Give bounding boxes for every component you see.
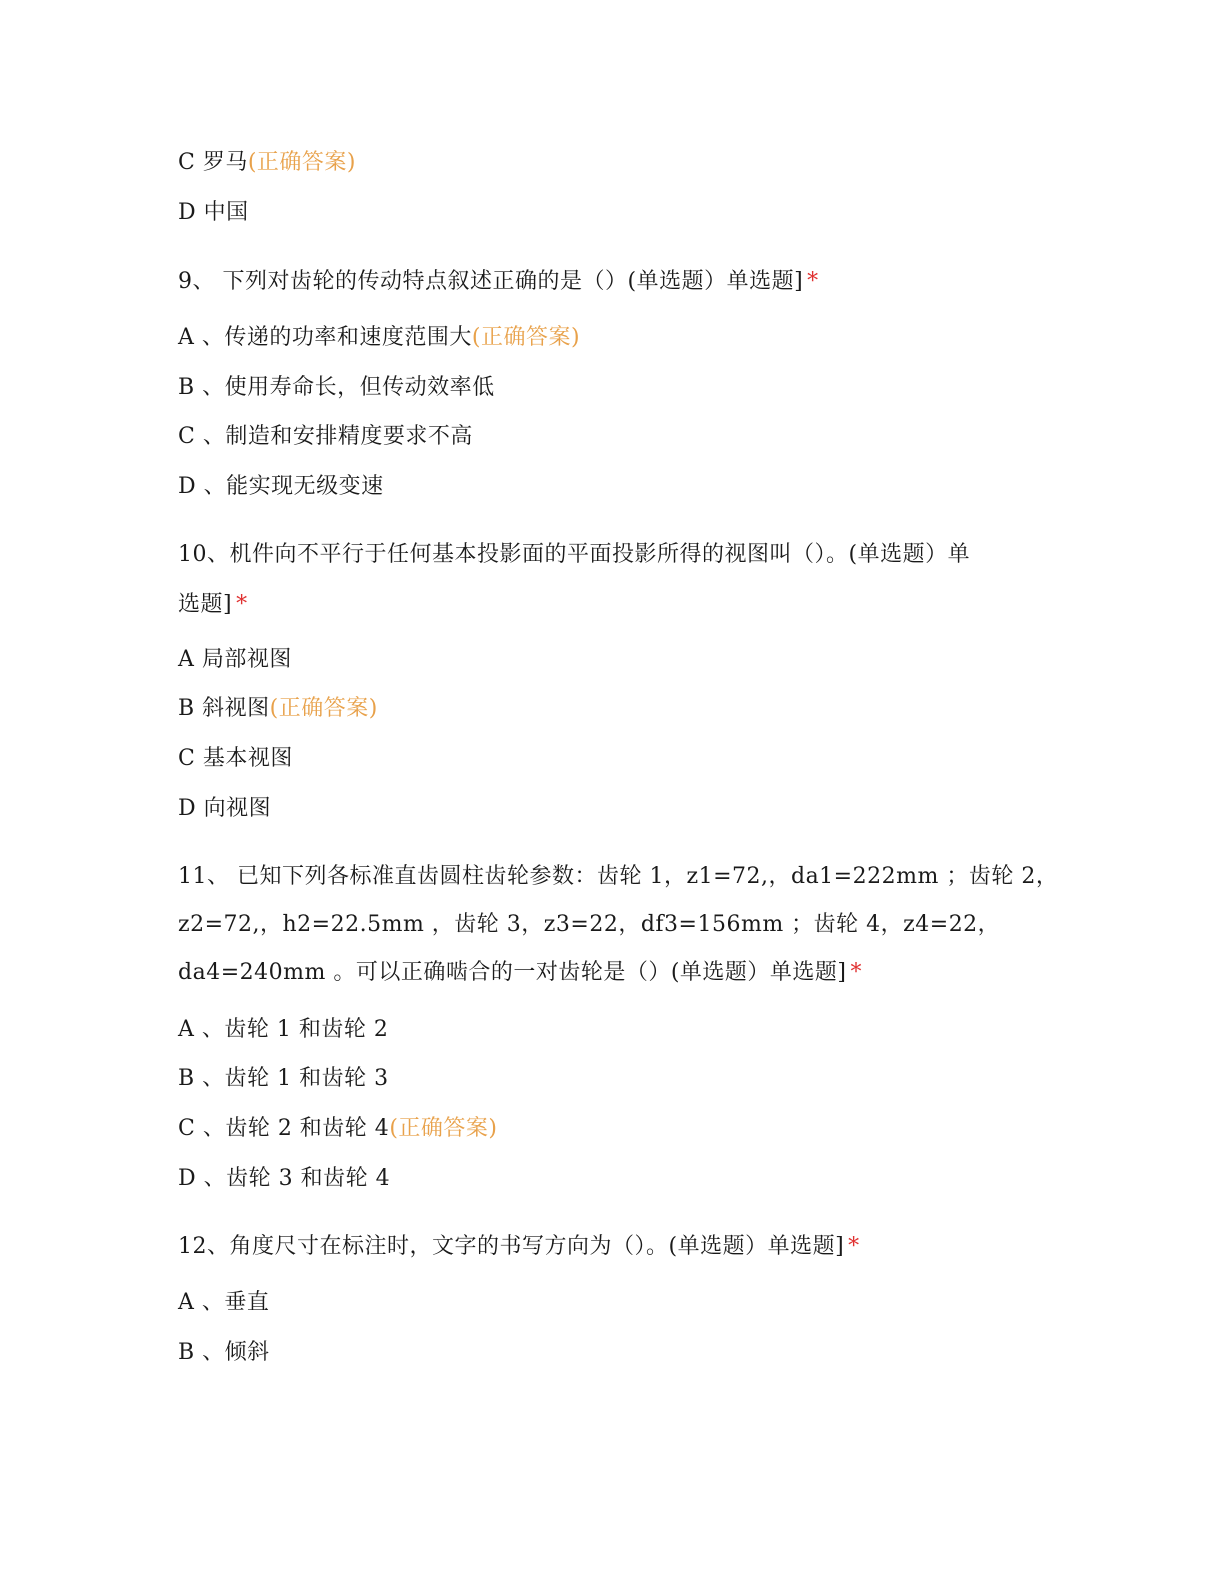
q12-option-b xyxy=(178,1338,270,1368)
q9-option-d xyxy=(178,472,384,502)
q10-option-a-text: A 局部视图 xyxy=(178,647,292,672)
correct-answer-marker: (正确答案) xyxy=(471,325,581,350)
correct-answer-marker: (正确答案) xyxy=(269,696,378,721)
required-star-icon: * xyxy=(807,269,819,294)
q11-option-a-text: A 、齿轮 1 和齿轮 2 xyxy=(178,1017,389,1042)
q11-question-line2 xyxy=(178,910,1000,940)
q11-option-d xyxy=(178,1164,390,1194)
q9-question-text: 9、 下列对齿轮的传动特点叙述正确的是（）(单选题）单选题] xyxy=(178,269,804,294)
q9-option-c-text: C 、制造和安排精度要求不高 xyxy=(178,424,473,449)
q11-option-b xyxy=(178,1064,389,1094)
q10-question-line2 xyxy=(178,590,248,620)
q11-question-text-2: z2=72,，h2=22.5mm ，齿轮 3，z3=22，df3=156mm ；齿轮 4，z4=22， xyxy=(178,912,1001,937)
q10-question-text-2: 选题] xyxy=(178,592,233,617)
q10-option-d-text: D 向视图 xyxy=(178,796,272,821)
q9-option-d-text: D 、能实现无级变速 xyxy=(178,474,384,499)
q10-question-line1 xyxy=(178,540,970,570)
q12-option-b-text: B 、倾斜 xyxy=(178,1340,270,1365)
q11-question-line1 xyxy=(178,862,1058,892)
q10-option-a xyxy=(178,645,292,675)
required-star-icon: * xyxy=(850,960,863,985)
q8-option-d xyxy=(178,198,249,228)
q10-option-c-text: C 基本视图 xyxy=(178,746,293,771)
q11-question-text-3: da4=240mm 。可以正确啮合的一对齿轮是（）(单选题）单选题] xyxy=(178,960,847,985)
correct-answer-marker: (正确答案) xyxy=(247,150,356,175)
q8-option-d-text: D 中国 xyxy=(178,200,249,225)
q9-option-c xyxy=(178,422,473,452)
q8-option-c xyxy=(178,148,356,178)
q11-question-line3 xyxy=(178,958,862,988)
q11-option-a xyxy=(178,1015,388,1045)
q9-option-b-text: B 、使用寿命长，但传动效率低 xyxy=(178,375,495,400)
q11-option-c-text: C 、齿轮 2 和齿轮 4 xyxy=(178,1116,390,1141)
q12-option-a xyxy=(178,1288,269,1318)
q9-question xyxy=(178,267,819,297)
q8-option-c-text: C 罗马 xyxy=(178,150,248,175)
q10-option-d xyxy=(178,794,271,824)
q9-option-a xyxy=(178,323,580,353)
q10-option-b-text: B 斜视图 xyxy=(178,696,270,721)
q11-option-c xyxy=(178,1114,497,1144)
q11-option-d-text: D 、齿轮 3 和齿轮 4 xyxy=(178,1166,391,1191)
q10-option-b xyxy=(178,694,378,724)
q10-option-c xyxy=(178,744,293,774)
q9-option-b xyxy=(178,373,495,403)
q11-question-text-1: 11、 已知下列各标准直齿圆柱齿轮参数：齿轮 1，z1=72,，da1=222mm ；齿轮 2， xyxy=(178,864,1059,889)
required-star-icon: * xyxy=(848,1234,860,1259)
q11-option-b-text: B 、齿轮 1 和齿轮 3 xyxy=(178,1066,389,1091)
q10-question-text-1: 10、机件向不平行于任何基本投影面的平面投影所得的视图叫（）。(单选题）单 xyxy=(178,542,971,567)
q12-question-text: 12、角度尺寸在标注时，文字的书写方向为（）。(单选题）单选题] xyxy=(178,1234,845,1259)
correct-answer-marker: (正确答案) xyxy=(389,1116,498,1141)
required-star-icon: * xyxy=(236,592,248,617)
q12-option-a-text: A 、垂直 xyxy=(178,1290,270,1315)
q12-question xyxy=(178,1232,860,1262)
q9-option-a-text: A 、传递的功率和速度范围大 xyxy=(178,325,472,350)
